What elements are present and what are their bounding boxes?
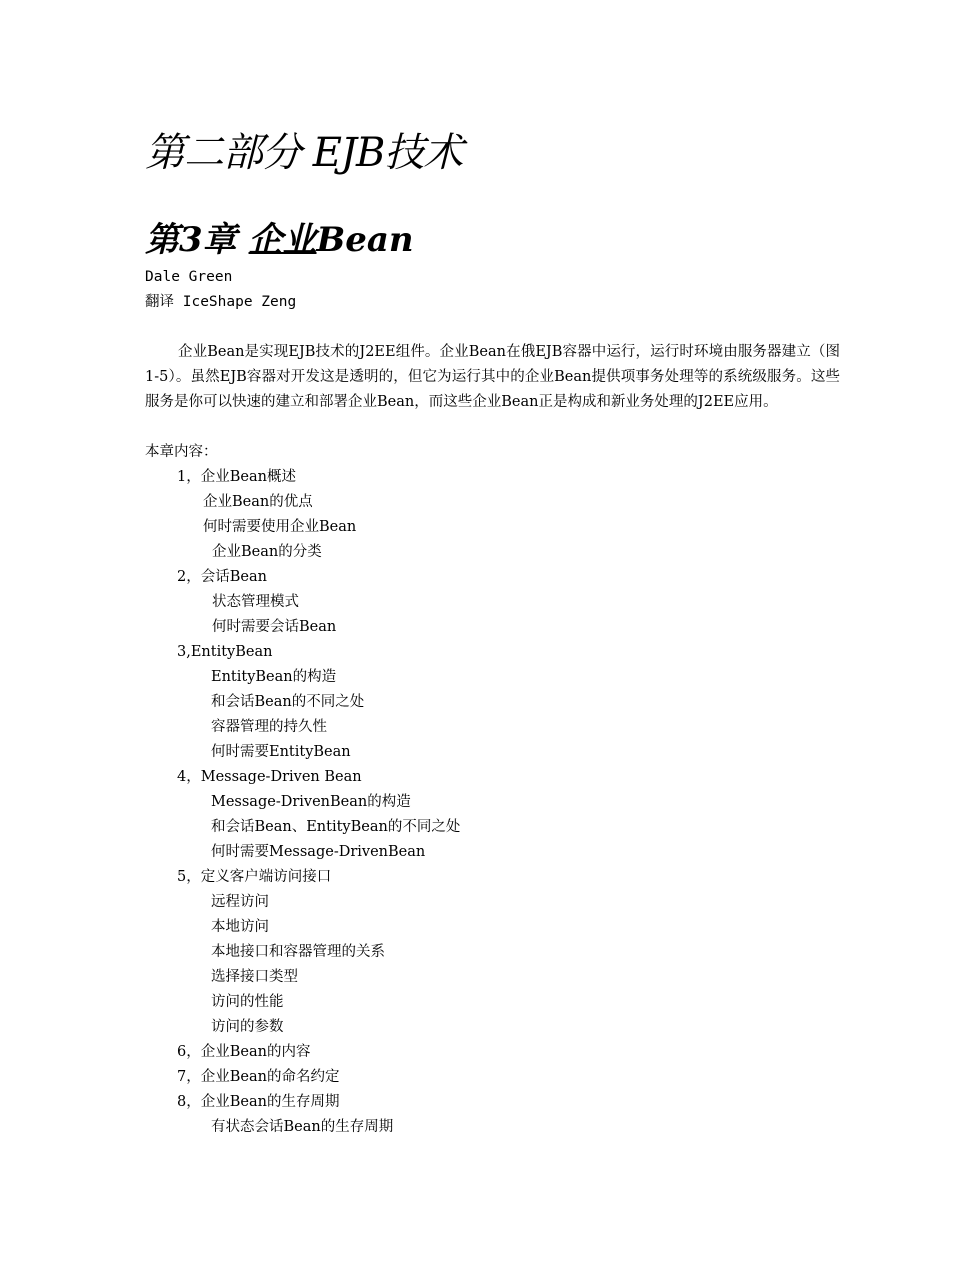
toc-subitem: 和会话Bean、EntityBean的不同之处 [211,819,461,835]
toc-subitem: Message-DrivenBean的构造 [211,794,411,810]
translator-line: 翻译 IceShape Zeng [145,294,297,310]
toc-subitem: 何时需要使用企业Bean [203,519,357,535]
toc-subitem: 企业Bean的分类 [212,544,322,560]
chapter-title-bean: Bean [316,220,414,260]
toc-item: 4，Message-Driven Bean [177,769,362,785]
toc-subitem: 何时需要会话Bean [212,619,337,635]
toc-item: 3,EntityBean [177,644,273,660]
toc-subitem: 容器管理的持久性 [211,719,327,735]
toc-item: 5，定义客户端访问接口 [177,869,332,885]
toc-item: 7，企业Bean的命名约定 [177,1069,340,1085]
toc-heading: 本章内容： [145,444,218,460]
toc-subitem: 访问的性能 [211,994,284,1010]
author-name: Dale Green [145,269,233,285]
toc-subitem: 选择接口类型 [211,969,298,985]
toc-subitem: 有状态会话Bean的生存周期 [211,1119,394,1135]
toc-subitem: 访问的参数 [211,1019,284,1035]
chapter-title-main: 企业 [248,220,317,260]
toc-subitem: 企业Bean的优点 [203,494,313,510]
chapter-number: 第3章 [145,220,237,260]
toc-item: 6，企业Bean的内容 [177,1044,311,1060]
toc-subitem: 本地访问 [211,919,269,935]
toc-subitem: 本地接口和容器管理的关系 [211,944,385,960]
intro-paragraph: 企业Bean是实现EJB技术的J2EE组件。企业Bean在俄EJB容器中运行，运行时环境由服务器建立（图1-5）。虽然EJB容器对开发这是透明的，但它为运行其中的企业Bean提供项事务处理等的系统级服务。这些服务是你可以快速的建立和部署企业Bean，而这些企业Bean正是构成和新业务处理的J2EE应用。 [145,344,840,410]
chapter-title [145,216,414,264]
toc-subitem: 何时需要Message-DrivenBean [211,844,426,860]
toc-item: 8，企业Bean的生存周期 [177,1094,340,1110]
toc-subitem: 何时需要EntityBean [211,744,351,760]
toc-subitem: 状态管理模式 [212,594,299,610]
toc-subitem: 远程访问 [211,894,269,910]
toc-item: 1，企业Bean概述 [177,469,296,485]
toc-subitem: EntityBean的构造 [211,669,337,685]
toc-item: 2，会话Bean [177,569,267,585]
part-title: 第二部分 EJB技术 [145,130,463,176]
toc-subitem: 和会话Bean的不同之处 [211,694,365,710]
